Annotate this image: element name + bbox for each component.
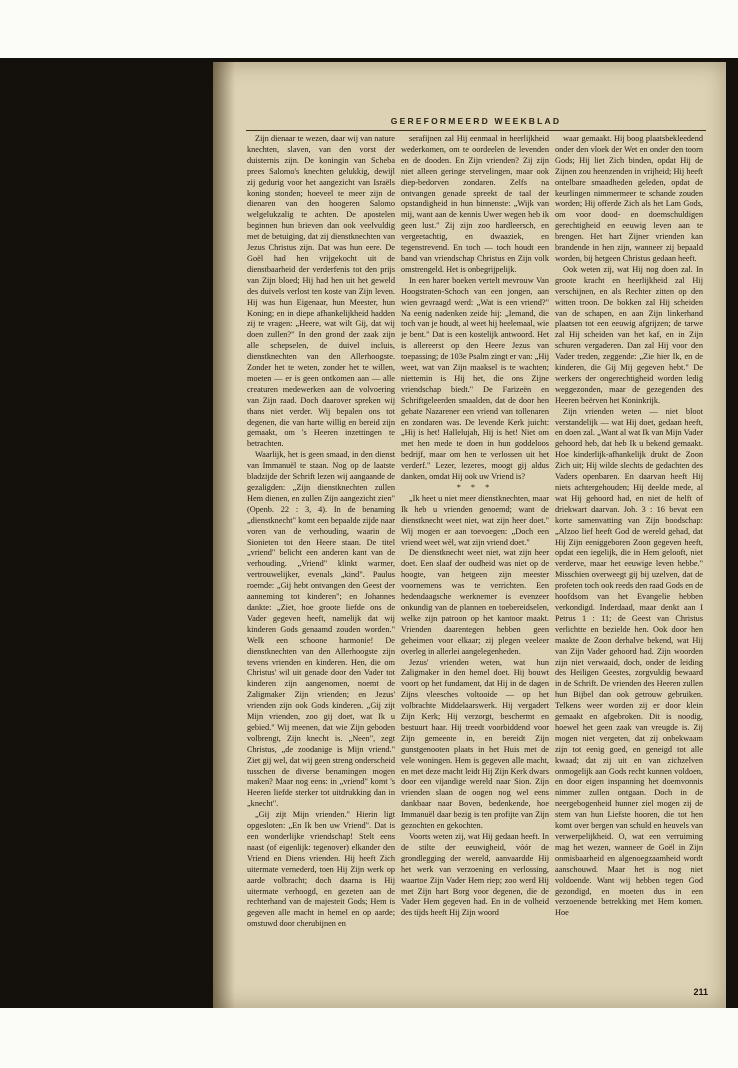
page-number: 211 <box>693 987 708 997</box>
paragraph: Jezus' vrienden weten, wat hun Zaligmaker in den hemel doet. Hij bouwt voort op het fundament, dat Hij in de dagen Zijns vleesches voltooide — op het volbrachte Middelaarswerk. Hij vergadert Zijn Kerk; Hij verzorgt, beschermt en bestuurt haar. Hij treedt voorbiddend voor Zijn gemeente in, en bereidt Zijn gunstgenooten plaats in het Huis met de vele woningen. Hem is gegeven alle macht, en met deze macht leidt Hij Zijn Kerk dwars door een vijandige wereld naar Sion. Zijn vrienden slaan de oogen nog wel eens dankbaar naar Boven, bedenkende, hoe Immanuël daar bezig is ten profijte van Zijn gezochten en gekochten. <box>401 657 549 831</box>
paragraph: Voorts weten zij, wat Hij gedaan heeft. In de stilte der eeuwigheid, vóór de grondlegging der wereld, aanvaardde Hij het werk van verzoening en verlossing, waartoe Zijn Vader Hem riep; zoo werd Hij met Zijn hart Borg voor degenen, die de Vader Hem gegeven had. En in de volheid des tijds heeft Hij Zijn woord <box>401 832 549 918</box>
paragraph: Zijn dienaar te wezen, daar wij van nature knechten, slaven, van den vorst der duisternis zijn. De koningin van Scheba prees Salomo's knechten gelukkig, dewijl zij gedurig voor het aangezicht van Israëls koning stonden; hoeveel te meer zijn de dienaren van den hoogeren Salomo welgelukzalig te achten. De apostelen beginnen hun brieven dan ook veelvuldig met de betuiging, dat zij dienstknechten van Jezus Christus zijn. Dat was hun eere. De Goël had hen vrijgekocht uit de dienstbaarheid der verderfenis tot den prijs van Zijn bloed; Hij had hen uit het geweld des duivels verlost ten koste van Zijn leven. Hij was hun Eigenaar, hun Meester, hun Koning; en in diepe afhankelijkheid hadden zij te vragen: „Heere, wat wilt Gij, dat wij doen zullen?" In den grond der zaak zijn alle schepselen, de duivel incluis, dienstknechten van den Allerhoogste. Zonder het te weten, zonder het te willen, moeten — er is geen ontkomen aan — alle creaturen medewerken aan de volvoering van Zijn raad. Doch daarover spreken wij thans niet verder. Wij bepalen ons tot degenen, die van harte willig en bereid zijn gemaakt, om 's Heeren inzettingen te betrachten. <box>247 134 395 449</box>
paragraph: „Ik heet u niet meer dienstknechten, maar Ik heb u vrienden genoemd; want de dienstknecht weet niet, wat zijn heer doet." Wij mogen er aan toevoegen: „Doch een vriend weet wèl, wat zijn vriend doet." <box>401 493 549 547</box>
paragraph: De dienstknecht weet niet, wat zijn heer doet. Een slaaf der oudheid was niet op de hoogte, van hetgeen zijn meester voornemens was te verrichten. Een hedendaagsche werknemer is evenzeer onkundig van de plannen en toebereidselen, welke zijn patroon op het kantoor maakt. Vrienden daarentegen hebben geen geheimen voor elkaar; zij plegen veeleer overleg in allerlei aangelegenheden. <box>401 548 549 656</box>
paragraph: „Gij zijt Mijn vrienden." Hierin ligt opgesloten: „En Ik ben uw Vriend". Dat is een wonderlijke vriendschap! Stelt eens naast (of eigenlijk: tegenover) elkander den Vriend en Diens vrienden. Hij heeft Zich uitermate vernederd, toen Hij Zijn werk op aarde volbracht; doch daarna is Hij uitermate verhoogd, en gezeten aan de rechterhand van de majesteit Gods; Hem is gegeven alle macht in hemel en op aarde; omstuwd door cherubijnen en <box>247 810 395 929</box>
text-column-1 <box>247 134 395 929</box>
paragraph: Ook weten zij, wat Hij nog doen zal. In groote kracht en heerlijkheid zal Hij verschijnen, en als Rechter zitten op den witten troon. De bokken zal Hij scheiden van de schapen, en aan Zijn linkerhand plaatsen tot een eeuwig afgrijzen; de tarwe zal Hij scheiden van het kaf, en in Zijn schuren vergaderen. Dan zal Hij voor den Vader treden, zeggende: „Zie hier Ik, en de kinderen, die Gij Mij gegeven hebt." De werkers der ongerechtigheid worden ledig weggezonden, maar de gezegenden des Heeren beërven het Koninkrijk. <box>555 264 703 405</box>
running-header: GEREFORMEERD WEEKBLAD <box>390 116 562 126</box>
background-top <box>0 0 738 58</box>
paragraph: Zijn vrienden weten — niet bloot verstandelijk — wat Hij doet, gedaan heeft, en doen zal. „Want al wat Ik van Mijn Vader gehoord heb, dat heb Ik u bekend gemaakt. Hoe kinderlijk-afhankelijk drukt de Zoon Zich uit; Hij wilde slechts de gedachten des Vaders openbaren. En daarvan heeft Hij niets achtergehouden; Hij deelde mede, al wat Hij gehoord had, en niet de helft of driekwart daarvan. Joh. 3 : 16 bevat een korte samenvatting van Zijn boodschap: „Alzoo lief heeft God de wereld gehad, dat Hij Zijn eeniggeboren Zoon gegeven heeft, opdat een iegelijk, die in Hem gelooft, niet verderve, maar het eeuwige leven hebbe." Misschien overweegt gij bij uzelven, dat de profeten toch ook reeds den raad Gods en de hoofdsom van het Evangelie hebben verkondigd. Inderdaad, maar denkt aan I Petrus 1 : 11; de Geest van Christus verlichtte en bezielde hen. Ook door hen maakte de Zoon derhalve bekend, wat Hij van Zijn Vader gehoord had. Zijn woorden zijn niet verwaaid, doch, onder de leiding des Heiligen Geestes, zorgvuldig bewaard in de Schrift. De vrienden des Heeren zullen hun Bijbel dan ook getrouw gebruiken. Telkens weer worden zij er door klein gemaakt en afgebroken. Dit is noodig, hoewel het geen zaak van vreugde is. Zij mogen niet vergeten, dat zij onbekwaam zijn tot eenig goed, en geneigd tot alle kwaad; dat zij uit en van zichzelven onmogelijk aan Gods recht kunnen voldoen, en door eigen inspanning het doemvonnis nimmer zullen ontgaan. Doch in de neergebogenheid hunner ziel mogen zij de stem van hun Liefste hooren, die tot hen komt over bergen van schuld en heuvels van verwerpelijkheid. O, wat een verruiming mag het wezen, wanneer de Goël in Zijn onmisbaarheid en algenoegzaamheid wordt aanschouwd. Maar het is nog niet voldoende. Want wij hebben tegen God gezondigd, en moeten dus in een verzoenende betrekking met Hem komen. Hoe <box>555 406 703 918</box>
page-fold-shadow <box>213 62 235 1008</box>
text-column-2 <box>401 134 549 929</box>
paragraph: Waarlijk, het is geen smaad, in den dienst van Immanuël te staan. Nog op de laatste bladzijde der Schrift lezen wij aangaande de gezaligden: „Zijn dienstknechten zullen Hem dienen, en zullen Zijn aangezicht zien" (Openb. 22 : 3, 4). In de benaming „dienstknecht" komt een bepaalde zijde naar voren van de verhouding, waarin de Sionieten tot den Heere staan. De titel „vriend" belicht een anderen kant van de verhouding. „Vriend" klinkt warmer, vertrouwelijker, evenals „kind". Paulus roemde: „Gij hebt ontvangen den Geest der aanneming tot kinderen"; en Johannes dankte: „Ziet, hoe groote liefde ons de Vader gegeven heeft, namelijk dat wij kinderen Gods genaamd zouden worden." Welk een schoone harmonie! De dienstknechten van den Allerhoogste zijn tevens vrienden en kinderen. Hen, die om Christus' wil uit genade door den Vader tot kinderen zijn aangenomen, noemt de Zaligmaker Zijn vrienden; en Jezus' vrienden zijn ook Gods kinderen. „Gij zijt Mijn vrienden, zoo gij doet, wat Ik u gebied." Wij meenen, dat wie Zijn geboden volbrengt, Zijn knecht is. „Neen", zegt Christus, „de zoodanige is Mijn vriend." Ziet gij wel, dat wij geen streng onderscheid tusschen de diverse benamingen mogen maken? Maar nog eens: in „vriend" komt 's Heeren liefde sterker tot uitdrukking dan in „knecht". <box>247 450 395 809</box>
section-separator: * * * <box>456 483 494 492</box>
text-column-3 <box>555 134 703 929</box>
paragraph: serafijnen zal Hij eenmaal in heerlijkheid wederkomen, om te oordeelen de levenden en de dooden. En Zijn vrienden? Zij zijn niet alleen geringe stervelingen, maar ook diep-bedorven zondaren. Zelfs na ontvangen genade spreekt de taal der opstandigheid in hun binnenste: „Wijk van mij, want aan de kennis Uwer wegen heb ik geen lust." Zij zijn zoo hardleersch, en vergeetachtig, en dwaaziek, en tegenstrevend. En toch — toch houdt een band van vriendschap Christus en Zijn volk omstrengeld. Het is onbegrijpelijk. <box>401 134 549 274</box>
header-rule <box>246 130 706 131</box>
paragraph: In een harer boeken vertelt mevrouw Van Hoogstraten-Schoch van een jongen, aan wien gevraagd werd: „Wat is een vriend?" Na eenig nadenken zeide hij: „Iemand, die toch van je houdt, al weet hij heelemaal, wie je bent." Dat is een kostelijk antwoord. Het is allereerst op den Heere Jezus van toepassing; de 103e Psalm zingt er van: „Hij weet, wat van Zijn maaksel is te wachten; niettemin is Hij het, die ons Zijne vriendschap biedt." De Farizeën en Schriftgeleerden smaalden, dat de door hen gehate Nazarener een vriend van tollenaren en zondaren was. De levende Kerk juicht: „Hij is het! Hallelujah, Hij is het! Niet om met hen mede te doen in hun goddeloos bedrijf, maar om hen te verlossen uit het verderf." Lezer, lezeres, moogt gij aldus danken, omdat Hij ook uw Vriend is? <box>401 275 549 482</box>
paragraph: waar gemaakt. Hij boog plaatsbekleedend onder den vloek der Wet en onder den toorn Gods; Hij liet Zich binden, opdat Hij de Zijnen zou heenzenden in vrijheid; Hij heeft ontelbare smaadheden geleden, opdat de keurlingen nimmermeer te schande zouden worden; Hij offerde Zich als het Lam Gods, om voor dood- en doemschuldigen gerechtigheid en eeuwig leven aan te brengen. Het hart Zijner vrienden kan brandende in hen zijn, wanneer zij bepaald worden, bij hetgeen Christus gedaan heeft. <box>555 134 703 263</box>
background-bottom <box>0 1008 738 1068</box>
